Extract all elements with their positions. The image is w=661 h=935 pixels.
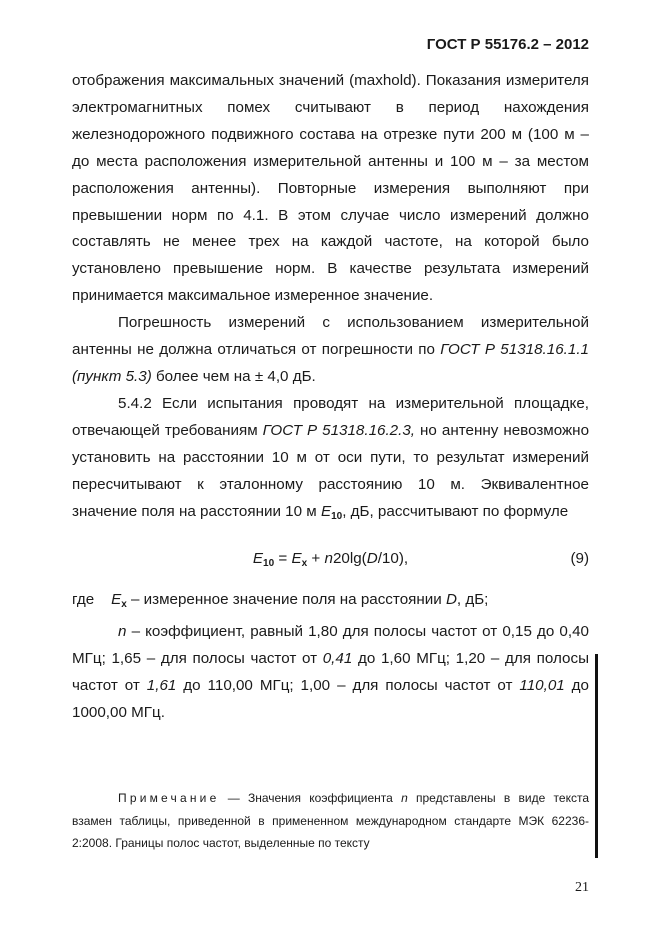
where-text-2: , дБ; xyxy=(456,591,489,609)
formula-lhs: E xyxy=(252,550,264,568)
paragraph-5-4-2 xyxy=(72,391,589,531)
paragraph-coefficient xyxy=(72,619,589,727)
field-symbol-subscript: 10 xyxy=(331,510,343,522)
coef-text-2: до 1,60 МГц; 1,20 – для полосы частот от xyxy=(72,650,589,695)
formula-ex-sub: x xyxy=(301,558,308,570)
where-text: – измеренное значение поля на расстоянии xyxy=(126,591,446,609)
note-n: n xyxy=(401,791,408,805)
formula-ex: E xyxy=(291,550,302,568)
error-text-1: Погрешность измерений с использованием измерительной антенны не должна отличаться от погрешности по xyxy=(72,314,589,359)
where-d: D xyxy=(445,591,457,609)
formula-plus: + xyxy=(307,550,325,568)
formula-number: (9) xyxy=(570,550,589,568)
coef-n: n xyxy=(118,623,127,641)
coef-text-4: до 1000,00 МГц. xyxy=(72,677,589,722)
formula-lg: 20lg( xyxy=(332,550,367,568)
clause-text-3: , дБ, рассчитывают по формуле xyxy=(342,502,569,520)
formula-equals: = xyxy=(274,550,292,568)
gost-reference-16-2-3: ГОСТ Р 51318.16.2.3, xyxy=(262,421,416,439)
clause-text-1: 5.4.2 Если испытания проводят на измерительной площадке, отвечающей требованиям xyxy=(72,394,589,439)
where-ex-sub: x xyxy=(121,599,127,611)
formula-lhs-sub: 10 xyxy=(263,558,275,570)
page-number: 21 xyxy=(575,880,589,895)
coef-text-1: – коэффициент, равный 1,80 для полосы частот от 0,15 до 0,40 МГц; 1,65 – для полосы частот от xyxy=(72,623,589,668)
note-label: Примечание xyxy=(118,791,220,805)
paragraph-error xyxy=(72,310,589,391)
field-symbol: E xyxy=(320,502,332,520)
body-text xyxy=(72,68,589,727)
change-bar xyxy=(595,654,598,858)
note-text-1: — Значения коэффициента xyxy=(219,791,402,805)
where-label: где xyxy=(72,591,95,609)
coef-text-3: до 110,00 МГц; 1,00 – для полосы частот от xyxy=(176,677,520,695)
note-text-2: представлены в виде текста взамен таблицы, приведенной в примененном международном стандарте МЭК 62236-2:2008. Границы полос частот, выделенные по тексту xyxy=(72,791,589,850)
formula-expression xyxy=(72,546,589,578)
gost-reference-16-1-1: ГОСТ Р 51318.16.1.1 (пункт 5.3) xyxy=(72,341,589,385)
error-text-2: более чем на ± 4,0 дБ. xyxy=(151,367,316,385)
clause-text-2: но антенну невозможно установить на расстоянии 10 м от оси пути, то результат измерений пересчитывают к эталонному расстоянию 10 м. Эквивалентное значение поля на расстоянии 10 м xyxy=(72,421,590,520)
note-block xyxy=(72,787,589,855)
coef-value-1: 0,41 xyxy=(322,650,353,668)
standard-header: ГОСТ Р 55176.2 – 2012 xyxy=(426,36,589,53)
where-ex: E xyxy=(111,591,122,609)
where-clause xyxy=(72,587,589,619)
formula-tail: /10), xyxy=(377,550,409,568)
coef-value-2: 1,61 xyxy=(146,677,177,695)
paragraph-measurement: отображения максимальных значений (maxhold). Показания измерителя электромагнитных помех считывают в период нахождения железнодорожного подвижного состава на отрезке пути 200 м (100 м – до места расположения измерительной антенны и 100 м – за местом расположения антенны). Повторные измерения выполняют при превышении норм по 4.1. В этом случае число измерений должно составлять не менее трех на каждой частоте, на которой было установлено превышение норм. В качестве результата измерений принимается максимальное измеренное значение. xyxy=(72,72,589,305)
formula-n: n xyxy=(324,550,333,568)
coef-value-3: 110,01 xyxy=(519,677,565,695)
formula-9 xyxy=(72,546,589,573)
formula-d: D xyxy=(366,550,378,568)
